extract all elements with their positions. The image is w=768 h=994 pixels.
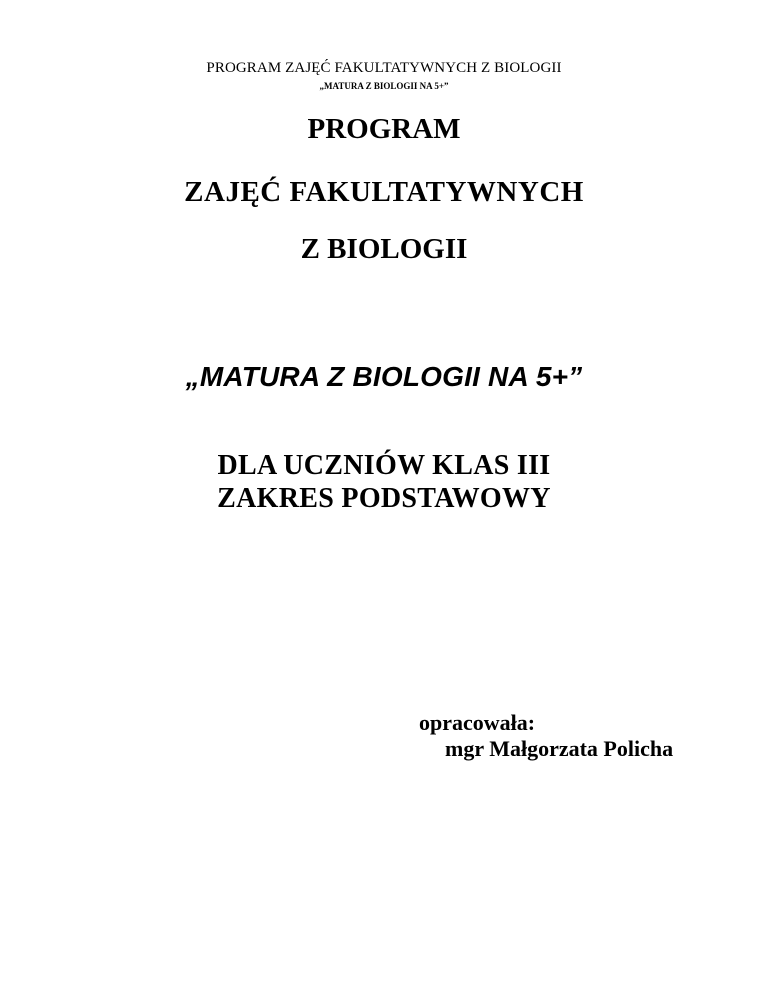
audience-line-scope: ZAKRES PODSTAWOWY [217, 483, 551, 514]
program-subtitle: „MATURA Z BIOLOGII NA 5+” [185, 361, 583, 392]
author-role-label: opracowała: [419, 710, 536, 735]
title-line-classes: ZAJĘĆ FAKULTATYWNYCH [184, 176, 584, 208]
running-header-subtitle: „MATURA Z BIOLOGII NA 5+” [319, 81, 449, 91]
author-name: mgr Małgorzata Policha [445, 736, 674, 761]
title-line-program: PROGRAM [307, 113, 461, 145]
title-line-biology: Z BIOLOGII [300, 233, 468, 265]
running-header-title: PROGRAM ZAJĘĆ FAKULTATYWNYCH Z BIOLOGII [206, 60, 562, 76]
audience-line-students: DLA UCZNIÓW KLAS III [217, 450, 551, 481]
